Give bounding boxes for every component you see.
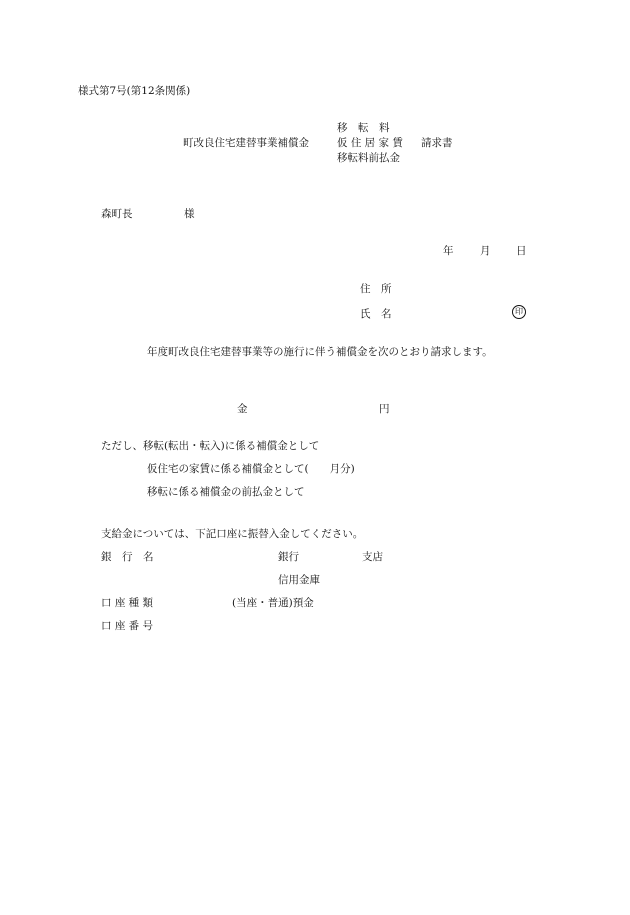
title-lead: 町改良住宅建替事業補償金 xyxy=(183,137,309,149)
title-tail: 請求書 xyxy=(421,137,453,149)
addressee-name: 森町長 xyxy=(101,208,133,220)
title-option-temporary-rent: 仮 住 居 家 賃 xyxy=(337,137,403,149)
seal-mark: 印 xyxy=(512,305,526,319)
bank-suffix: 銀行 xyxy=(278,551,299,563)
proviso-line-3: 移転に係る補償金の前払金として xyxy=(147,486,305,498)
title-option-advance-payment: 移転料前払金 xyxy=(337,152,400,164)
account-number-label: 口 座 番 号 xyxy=(101,620,154,632)
bank-intro: 支給金については、下記口座に振替入金してください。 xyxy=(101,528,364,540)
form-number: 様式第7号(第12条関係) xyxy=(78,85,191,97)
proviso-line-1: ただし、移転(転出・転入)に係る補償金として xyxy=(101,440,320,452)
proviso-line-2: 仮住宅の家賃に係る補償金として( 月分) xyxy=(147,463,355,475)
date-month: 月 xyxy=(480,245,491,257)
amount-unit: 円 xyxy=(379,403,390,415)
title-option-relocation-fee: 移 転 料 xyxy=(337,122,390,134)
name-label: 氏 名 xyxy=(360,308,392,320)
addressee-honorific: 様 xyxy=(184,208,195,220)
account-type-label: 口 座 種 類 xyxy=(101,597,154,609)
date-year: 年 xyxy=(443,245,454,257)
credit-union-label: 信用金庫 xyxy=(278,574,320,586)
bank-name-label: 銀 行 名 xyxy=(101,551,154,563)
request-body-text: 年度町改良住宅建替事業等の施行に伴う補償金を次のとおり請求します。 xyxy=(147,346,493,358)
account-type-value: (当座・普通)預金 xyxy=(232,597,314,609)
date-day: 日 xyxy=(516,245,527,257)
branch-suffix: 支店 xyxy=(362,551,383,563)
amount-prefix: 金 xyxy=(237,403,248,415)
address-label: 住 所 xyxy=(360,283,392,295)
